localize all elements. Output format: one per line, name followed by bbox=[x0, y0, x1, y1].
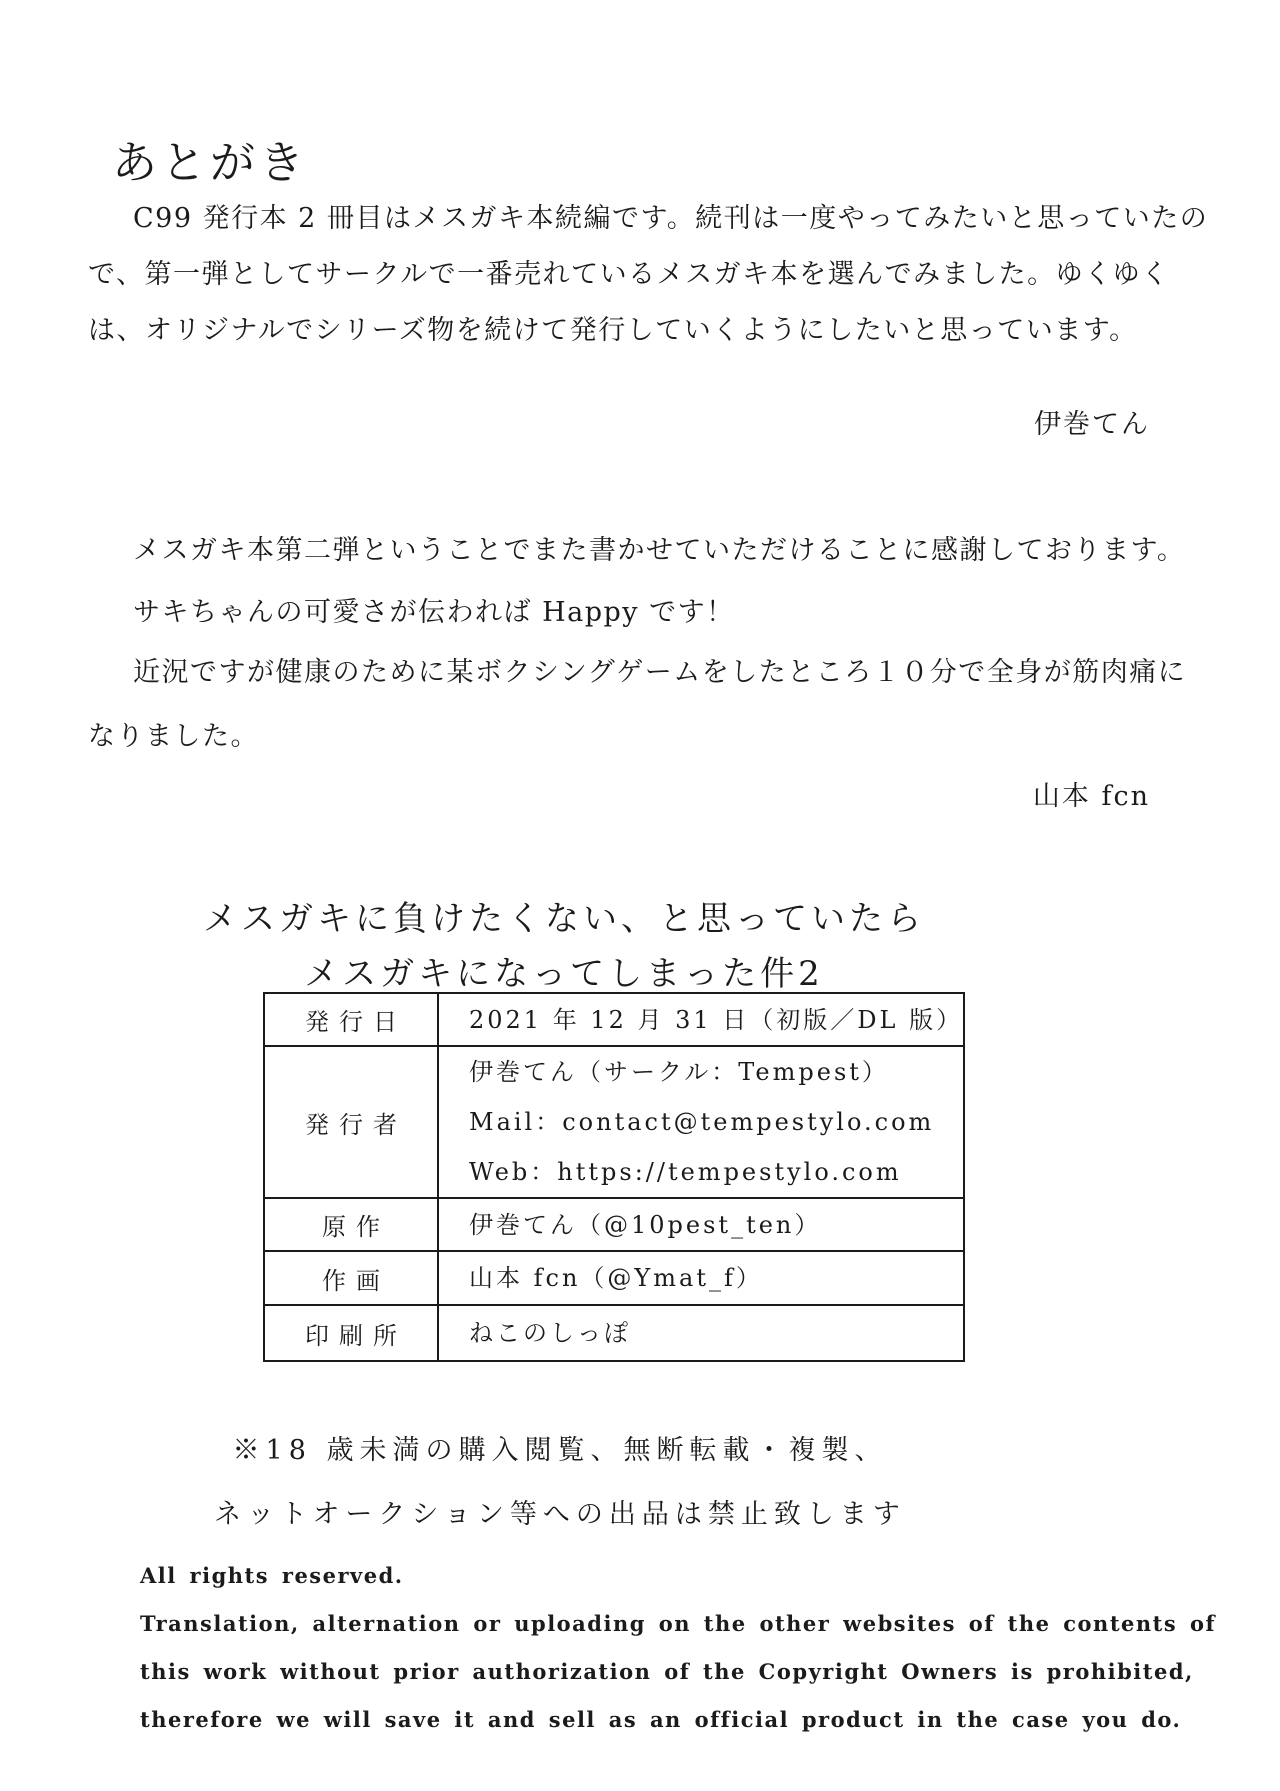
age-restriction-notice: ネットオークション等への出品は禁止致します bbox=[214, 1499, 906, 1530]
copyright-line: therefore we will save it and sell as an official product in the case you do. bbox=[140, 1707, 1182, 1732]
table-row bbox=[264, 1198, 964, 1251]
book-title-line: メスガキに負けたくない、と思っていたら bbox=[203, 899, 925, 939]
body-line: は、オリジナルでシリーズ物を続けて発行していくようにしたいと思っています。 bbox=[88, 315, 1138, 346]
table-row bbox=[264, 1046, 964, 1198]
row-value bbox=[438, 1251, 964, 1305]
value-line: Mail：contact@tempestylo.com bbox=[469, 1108, 935, 1136]
value-line: 伊巻てん（@10pest_ten） bbox=[469, 1210, 822, 1239]
copyright-line: this work without prior authorization of the Copyright Owners is prohibited, bbox=[140, 1659, 1194, 1684]
row-label: 原作 bbox=[264, 1198, 438, 1251]
body-line: 近況ですが健康のために某ボクシングゲームをしたところ１０分で全身が筋肉痛に bbox=[133, 657, 1187, 688]
artist-signature: 山本 fcn bbox=[1032, 781, 1150, 812]
row-label: 発行日 bbox=[264, 993, 438, 1046]
age-restriction-notice: ※18 歳未満の購入閲覧、無断転載・複製、 bbox=[232, 1435, 888, 1466]
colophon-table bbox=[263, 992, 965, 1362]
body-line: サキちゃんの可愛さが伝われば Happy です！ bbox=[133, 597, 735, 628]
page-title: あとがき bbox=[112, 136, 309, 189]
body-line: メスガキ本第二弾ということでまた書かせていただけることに感謝しております。 bbox=[133, 535, 1186, 566]
value-line: Web：https://tempestylo.com bbox=[469, 1158, 902, 1186]
row-value bbox=[438, 993, 964, 1046]
body-line: なりました。 bbox=[88, 721, 259, 752]
row-value bbox=[438, 1046, 964, 1198]
value-line: 2021 年 12 月 31 日（初版／DL 版） bbox=[469, 1005, 964, 1034]
body-line: で、第一弾としてサークルで一番売れているメスガキ本を選んでみました。ゆくゆく bbox=[88, 259, 1170, 290]
table-row bbox=[264, 1305, 964, 1361]
row-label: 印刷所 bbox=[264, 1305, 438, 1361]
copyright-line: All rights reserved. bbox=[140, 1563, 404, 1588]
row-label: 作画 bbox=[264, 1251, 438, 1305]
row-label: 発行者 bbox=[264, 1046, 438, 1198]
table-row bbox=[264, 1251, 964, 1305]
book-title-line: メスガキになってしまった件2 bbox=[304, 954, 824, 994]
copyright-block bbox=[140, 1552, 1216, 1744]
table-row bbox=[264, 993, 964, 1046]
row-value bbox=[438, 1198, 964, 1251]
row-value bbox=[438, 1305, 964, 1361]
copyright-line: Translation, alternation or uploading on the other websites of the contents of bbox=[140, 1611, 1217, 1636]
value-line: 山本 fcn（@Ymat_f） bbox=[469, 1264, 763, 1292]
value-line: ねこのしっぽ bbox=[469, 1319, 631, 1347]
value-line: 伊巻てん（サークル：Tempest） bbox=[469, 1058, 889, 1086]
body-line: C99 発行本 2 冊目はメスガキ本続編です。続刊は一度やってみたいと思っていたの bbox=[133, 203, 1209, 234]
author-signature: 伊巻てん bbox=[1034, 409, 1150, 440]
